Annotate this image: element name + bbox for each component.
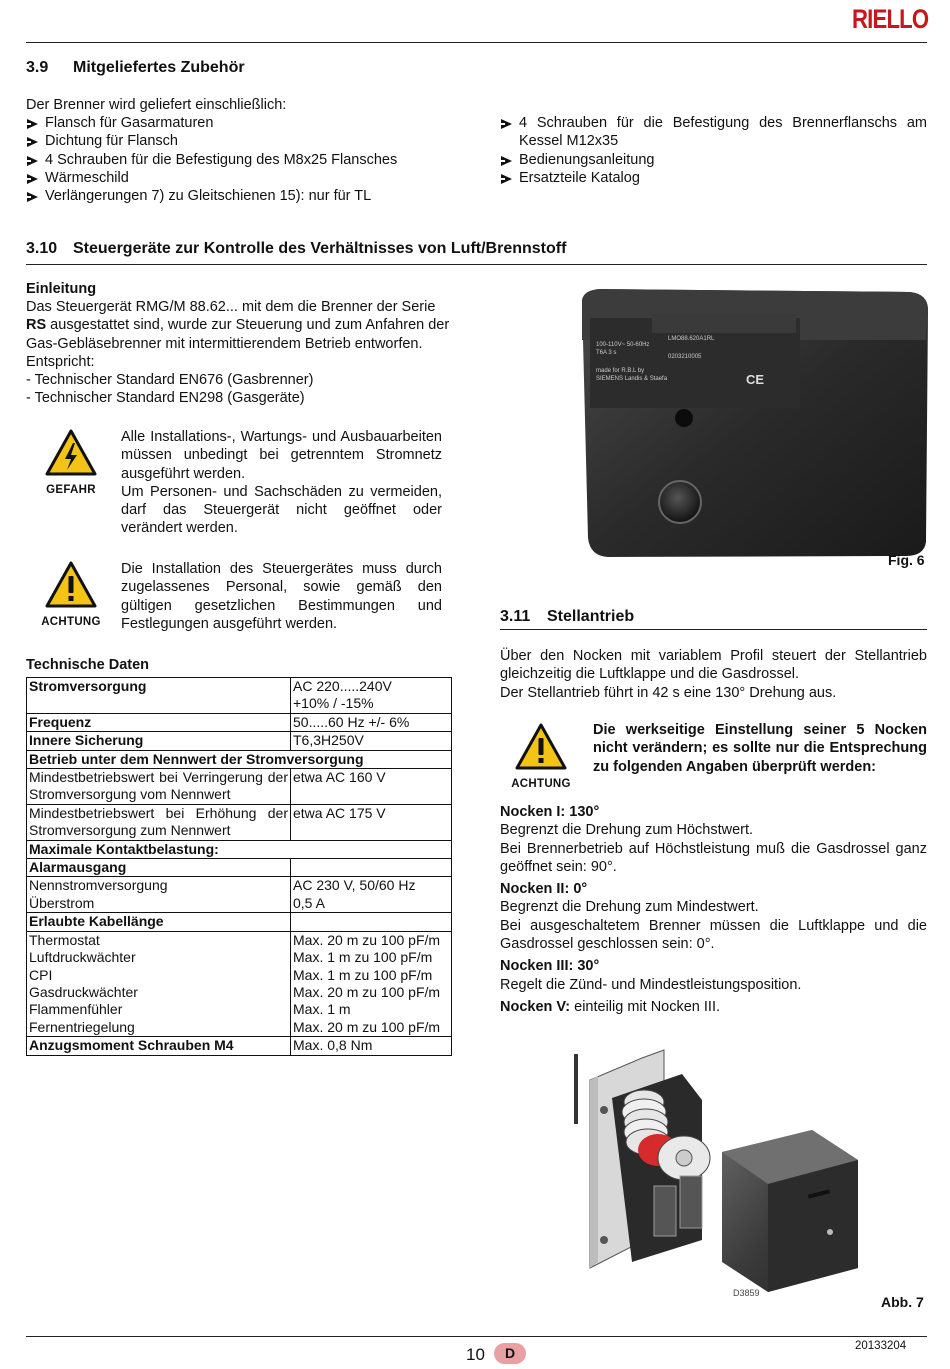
section-3-11-heading	[500, 608, 634, 626]
accessories-intro: Der Brenner wird geliefert einschließlich:	[26, 97, 287, 113]
table-cell-key: Erlaubte Kabellänge	[27, 913, 291, 931]
einleitung-heading: Einleitung	[26, 281, 97, 297]
table-row	[27, 949, 452, 966]
table-cell-key: Frequenz	[27, 713, 291, 731]
table-cell-key: Mindestbetriebswert bei Verringerung der Stromversorgung vom Nennwert	[27, 769, 291, 805]
section-number: 3.11	[500, 608, 531, 625]
table-cell-key: CPI	[27, 967, 291, 984]
device-code: 0203210005	[668, 354, 702, 360]
table-row	[27, 967, 452, 984]
cam-settings	[500, 803, 927, 1016]
document-code: 20133204	[855, 1340, 907, 1352]
table-cell-key: Überstrom	[27, 895, 291, 913]
section-rule	[500, 629, 927, 630]
device-label	[596, 333, 766, 389]
table-cell-value: Max. 1 m zu 100 pF/m	[291, 949, 452, 966]
table-cell-value: Max. 20 m zu 100 pF/m	[291, 931, 452, 949]
table-cell-value	[291, 913, 452, 931]
cam-3-title: Nocken III: 30°	[500, 958, 600, 975]
top-rule	[26, 42, 927, 43]
danger-warning	[36, 428, 106, 496]
list-item: Ersatzteile Katalog	[500, 169, 927, 187]
table-cell-key: Fernentriegelung	[27, 1019, 291, 1037]
section-3-10-heading	[26, 240, 566, 258]
table-cell-key: Gasdruckwächter	[27, 984, 291, 1001]
device-made: made for R.B.L by	[596, 368, 645, 374]
figure-6-caption: Fig. 6	[888, 552, 925, 568]
table-row	[27, 695, 452, 713]
list-item: 4 Schrauben für die Befestigung des Brennerflanschs am Kessel M12x35	[500, 114, 927, 151]
table-row	[27, 913, 452, 931]
cam-1-title: Nocken I: 130°	[500, 804, 600, 820]
actuator-attention-warning	[506, 722, 576, 790]
cam-2-text-b: Bei ausgeschaltetem Brenner müssen die Luftklappe und die Gasdrossel geschlossen sein: 0°.	[500, 917, 927, 953]
device-model: LMO88.620A1RL	[668, 336, 715, 342]
cam-1-text-b: Bei Brennerbetrieb auf Höchstleistung muß die Gasdrossel ganz geöffnet sein: 90°.	[500, 840, 927, 875]
table-row	[27, 732, 452, 750]
table-row	[27, 804, 452, 840]
table-cell-value: AC 230 V, 50/60 Hz	[291, 877, 452, 895]
section-number: 3.10	[26, 240, 58, 257]
list-item: Verlängerungen 7) zu Gleitschienen 15): nur für TL	[26, 187, 466, 205]
list-item: Bedienungsanleitung	[500, 151, 927, 169]
table-cell-value: Max. 1 m zu 100 pF/m	[291, 967, 452, 984]
table-row	[27, 750, 452, 768]
table-row	[27, 859, 452, 877]
actuator-text-2: Der Stellantrieb führt in 42 s eine 130° Drehung aus.	[500, 684, 837, 701]
attention-warning	[36, 560, 106, 628]
einleitung-text	[26, 298, 456, 408]
actuator-warning-text: Die werkseitige Einstellung seiner 5 Nocken nicht verändern; es sollte nur die Entsprechung zu folgenden Angaben überprüft werden:	[593, 722, 927, 775]
table-row	[27, 931, 452, 949]
cam-5-text: einteilig mit Nocken III.	[570, 998, 721, 1015]
table-row	[27, 1001, 452, 1018]
tech-data-title: Technische Daten	[26, 657, 150, 673]
table-row	[27, 877, 452, 895]
table-row	[27, 678, 452, 696]
table-cell-key	[27, 695, 291, 713]
table-cell-value: 0,5 A	[291, 895, 452, 913]
series-name: RS	[26, 317, 47, 334]
intro-text: Das Steuergerät RMG/M 88.62... mit dem die Brenner der Serie	[26, 299, 436, 315]
electric-hazard-icon	[44, 428, 98, 478]
actuator-drawing	[572, 1040, 864, 1296]
section-rule	[26, 264, 927, 265]
table-cell-value: Max. 0,8 Nm	[291, 1037, 452, 1055]
brand-logo: RIELLO	[852, 4, 929, 34]
table-cell-value: Max. 1 m	[291, 1001, 452, 1018]
table-cell-value: +10% / -15%	[291, 695, 452, 713]
danger-text-1: Alle Installations-, Wartungs- und Ausbauarbeiten müssen unbedingt bei getrenntem Stromnetz ausgeführt werden.	[121, 429, 442, 482]
danger-label: GEFAHR	[46, 484, 96, 496]
table-cell-key: Thermostat	[27, 931, 291, 949]
standards-intro: Entspricht:	[26, 353, 95, 370]
table-row	[27, 1037, 452, 1055]
page-number: 10	[466, 1345, 485, 1364]
attention-label: ACHTUNG	[41, 616, 101, 628]
table-row	[27, 713, 452, 731]
danger-text	[121, 428, 442, 538]
table-cell-key: Nennstromversorgung	[27, 877, 291, 895]
table-cell-value: 50.....60 Hz +/- 6%	[291, 713, 452, 731]
accessories-list-right	[500, 114, 927, 187]
cam-2-title: Nocken II: 0°	[500, 881, 588, 898]
table-cell-key: Mindestbetriebswert bei Erhöhung der Stromversorgung zum Nennwert	[27, 804, 291, 840]
table-cell-value: AC 220.....240V	[291, 678, 452, 696]
table-cell-value: Max. 20 m zu 100 pF/m	[291, 1019, 452, 1037]
table-cell: Betrieb unter dem Nennwert der Stromversorgung	[27, 750, 452, 768]
standard-en676: - Technischer Standard EN676 (Gasbrenner)	[26, 372, 314, 389]
table-cell-key: Stromversorgung	[27, 678, 291, 696]
ce-mark: CE	[746, 372, 765, 387]
table-cell-value: etwa AC 160 V	[291, 769, 452, 805]
table-cell-key: Alarmausgang	[27, 859, 291, 877]
danger-text-2: Um Personen- und Sachschäden zu vermeiden, darf das Steuergerät nicht geöffnet oder verändert werden.	[121, 483, 442, 537]
language-badge: D	[494, 1343, 526, 1364]
list-item: Flansch für Gasarmaturen	[26, 114, 466, 132]
table-cell-key: Flammenfühler	[27, 1001, 291, 1018]
intro-text-cont: ausgestattet sind, wurde zur Steuerung und zum Anfahren der Gas-Gebläsebrenner mit intermittierendem Betrieb entworfen.	[26, 317, 450, 352]
section-number: 3.9	[26, 59, 49, 76]
table-cell-key: Innere Sicherung	[27, 732, 291, 750]
section-title: Stellantrieb	[547, 608, 635, 625]
attention-label: ACHTUNG	[511, 778, 571, 790]
exclamation-warning-icon	[514, 722, 568, 772]
table-cell-value: T6,3H250V	[291, 732, 452, 750]
table-row	[27, 840, 452, 858]
cam-3-text: Regelt die Zünd- und Mindestleistungsposition.	[500, 976, 802, 993]
table-row	[27, 895, 452, 913]
cam-5-title: Nocken V:	[500, 998, 571, 1015]
table-row	[27, 984, 452, 1001]
tech-data-table	[26, 677, 452, 1056]
figure-7-caption: Abb. 7	[881, 1294, 924, 1310]
attention-text: Die Installation des Steuergerätes muss durch zugelassenes Personal, sowie gemäß den gültigen gesetzlichen Bestimmungen und Festlegungen ausgeführt werden.	[121, 561, 442, 632]
drawing-code: D3859	[733, 1288, 760, 1298]
table-cell-key: Luftdruckwächter	[27, 949, 291, 966]
footer-rule	[26, 1336, 927, 1337]
actuator-text-1: Über den Nocken mit variablem Profil steuert der Stellantrieb gleichzeitig die Luftklappe und die Gasdrossel.	[500, 648, 927, 683]
section-3-9-heading	[26, 59, 245, 77]
cam-1-text-a: Begrenzt die Drehung zum Höchstwert.	[500, 822, 754, 839]
exclamation-warning-icon	[44, 560, 98, 610]
device-voltage: 100-110V~ 50-60Hz	[596, 342, 650, 348]
control-unit-photo	[560, 280, 932, 560]
table-cell-value: Max. 20 m zu 100 pF/m	[291, 984, 452, 1001]
actuator-description	[500, 647, 927, 702]
list-item: Wärmeschild	[26, 169, 466, 187]
table-cell-key: Anzugsmoment Schrauben M4	[27, 1037, 291, 1055]
section-title: Mitgeliefertes Zubehör	[73, 59, 245, 76]
list-item: 4 Schrauben für die Befestigung des M8x25 Flansches	[26, 151, 466, 169]
table-cell-value	[291, 859, 452, 877]
table-row	[27, 1019, 452, 1037]
table-cell: Maximale Kontaktbelastung:	[27, 840, 452, 858]
device-maker: SIEMENS Landis & Staefa	[596, 376, 668, 382]
accessories-list-left	[26, 114, 466, 205]
section-title: Steuergeräte zur Kontrolle des Verhältnisses von Luft/Brennstoff	[73, 240, 567, 257]
list-item: Dichtung für Flansch	[26, 132, 466, 150]
table-cell-value: etwa AC 175 V	[291, 804, 452, 840]
table-row	[27, 769, 452, 805]
standard-en298: - Technischer Standard EN298 (Gasgeräte)	[26, 390, 305, 407]
cam-2-text-a: Begrenzt die Drehung zum Mindestwert.	[500, 899, 759, 916]
device-fuse: T6A 3 s	[596, 350, 617, 356]
